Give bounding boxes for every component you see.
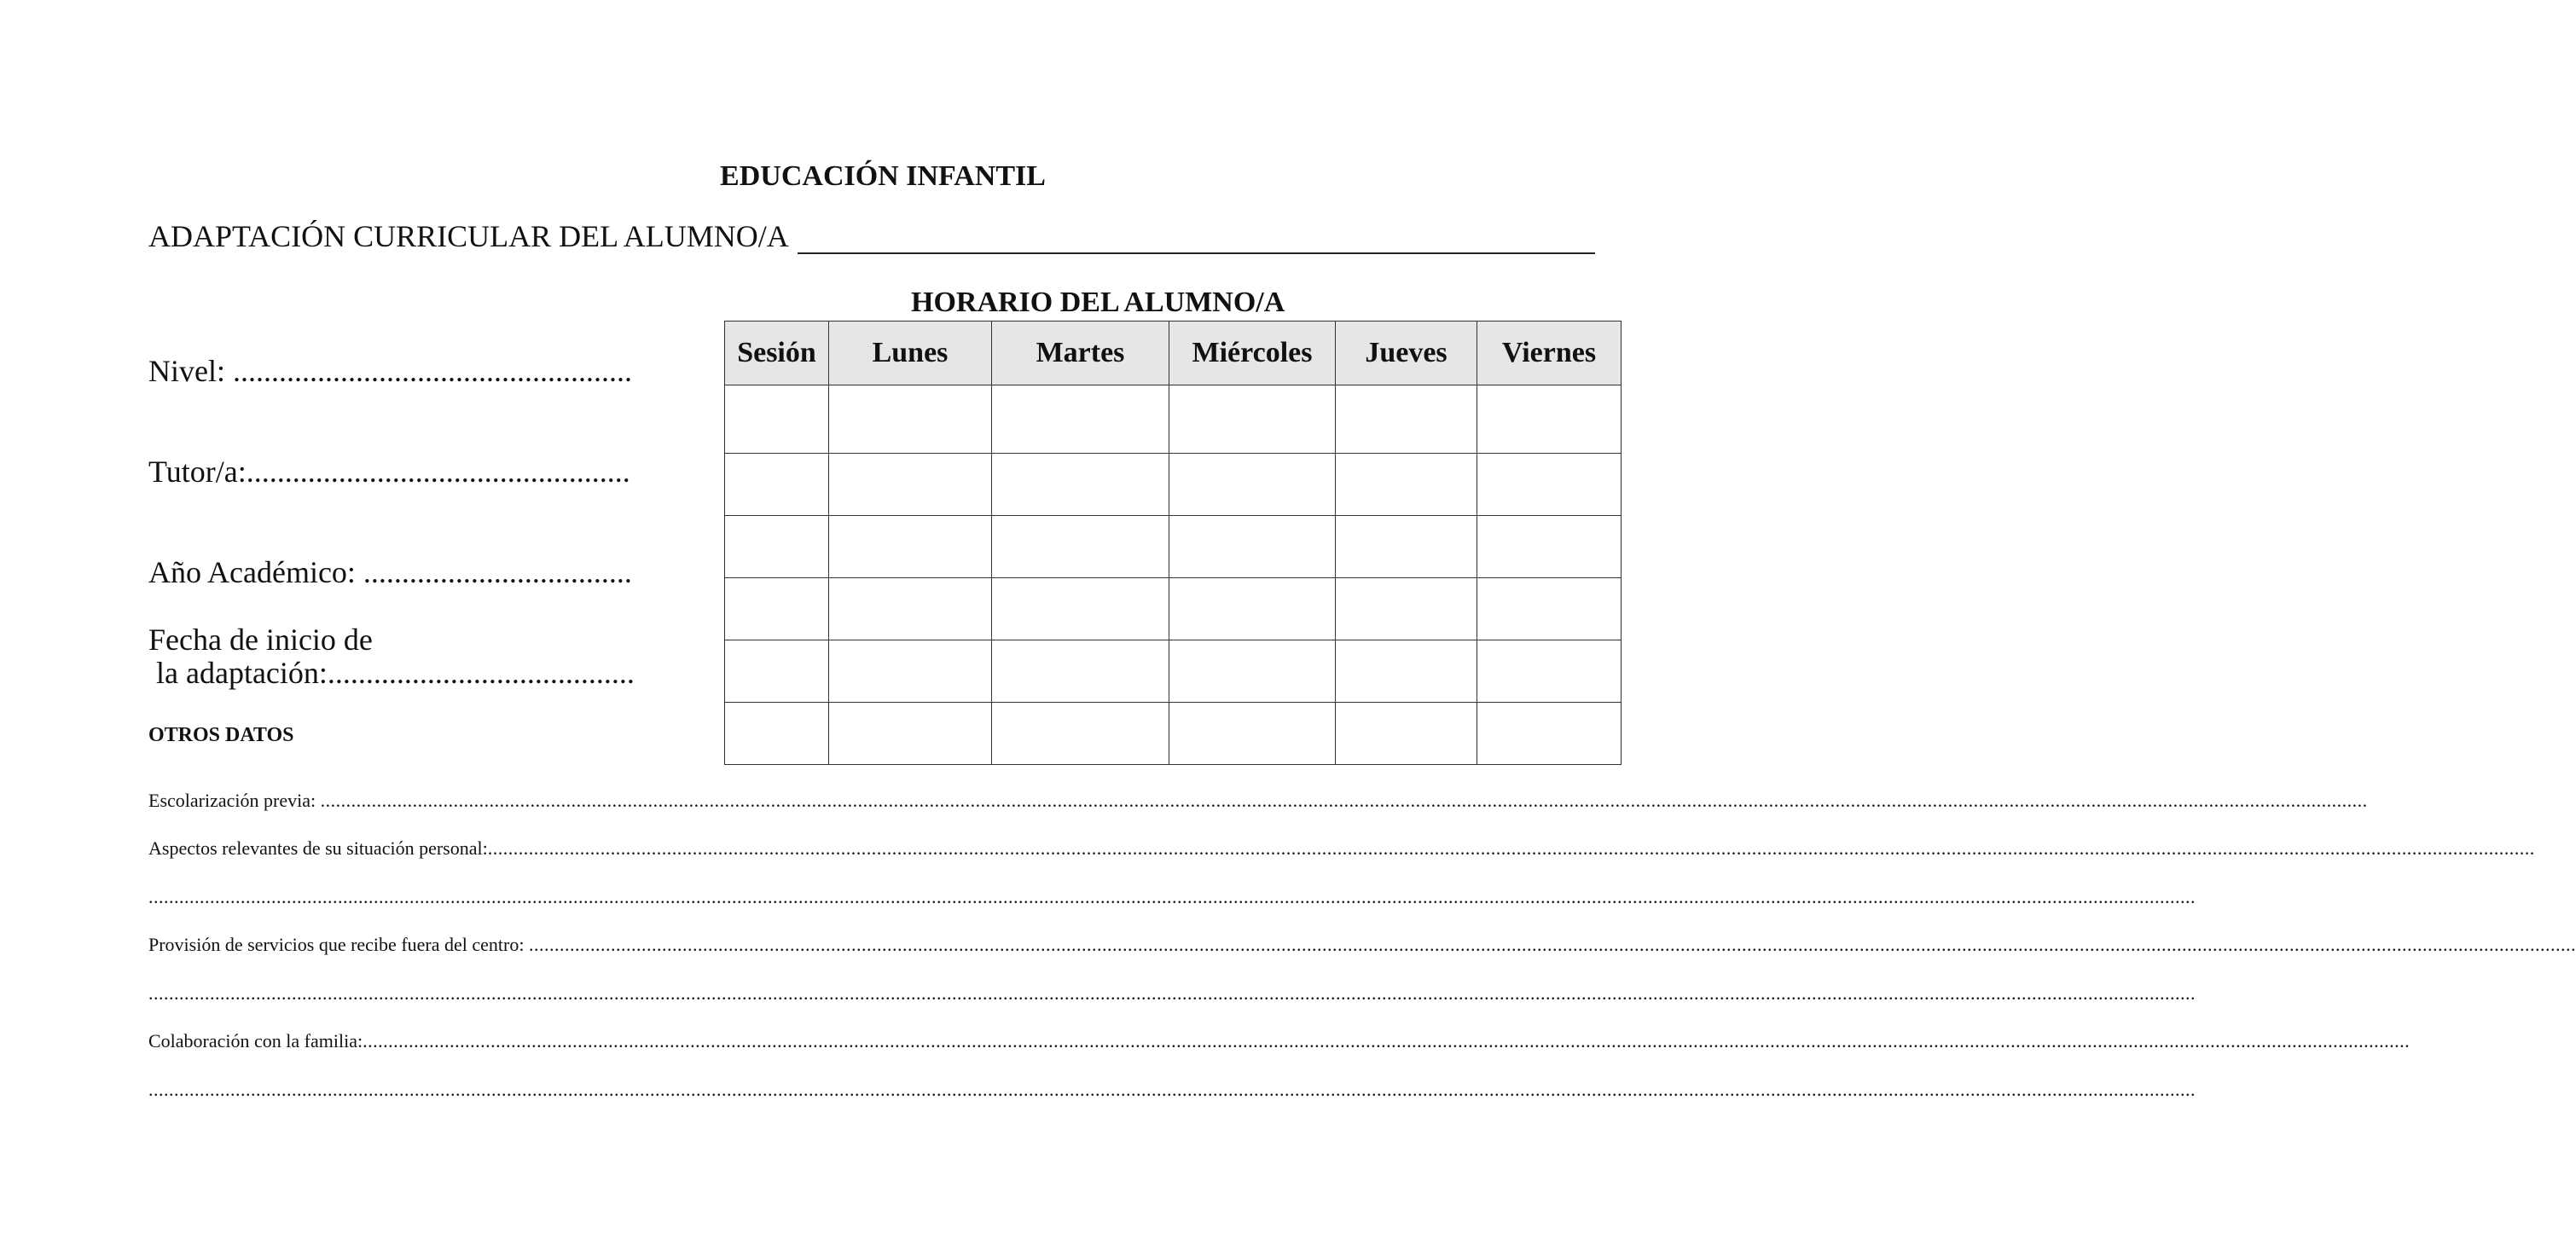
schedule-title: HORARIO DEL ALUMNO/A [911, 287, 1285, 318]
otros-datos-heading: OTROS DATOS [148, 724, 294, 746]
schedule-cell[interactable] [1336, 703, 1477, 765]
schedule-cell[interactable] [829, 640, 992, 703]
dotted-leader: ................................................................................................................................................................................................................................................................................................................................................................................................................ [528, 934, 2576, 955]
header-jueves: Jueves [1336, 322, 1477, 385]
schedule-cell[interactable] [992, 385, 1169, 454]
schedule-cell[interactable] [1477, 454, 1622, 516]
schedule-cell[interactable] [1169, 454, 1336, 516]
dotted-leader: ................................................................................................................................................................................................................................................................................................................................................................................................................ [363, 1030, 2411, 1052]
otros-line-aspectos-cont[interactable] [148, 886, 2196, 908]
schedule-cell[interactable] [1336, 454, 1477, 516]
academic-year-field[interactable]: Año Académico: ................................... [148, 555, 632, 589]
otros-line-colaboracion-cont[interactable] [148, 1079, 2196, 1101]
schedule-cell[interactable] [725, 703, 829, 765]
start-date-label: Fecha de inicio de [148, 623, 373, 657]
schedule-row [725, 516, 1622, 578]
schedule-cell[interactable] [1477, 578, 1622, 640]
schedule-table [724, 321, 1622, 765]
schedule-cell[interactable] [1477, 703, 1622, 765]
schedule-cell[interactable] [1169, 640, 1336, 703]
schedule-cell[interactable] [992, 516, 1169, 578]
schedule-cell[interactable] [829, 516, 992, 578]
schedule-cell[interactable] [992, 578, 1169, 640]
schedule-row [725, 640, 1622, 703]
dotted-leader: ................................................................................................................................................................................................................................................................................................................................................................................................................ [320, 790, 2368, 811]
schedule-cell[interactable] [829, 578, 992, 640]
schedule-cell[interactable] [1336, 385, 1477, 454]
schedule-cell[interactable] [725, 385, 829, 454]
header-lunes: Lunes [829, 322, 992, 385]
line-label: Colaboración con la familia: [148, 1030, 363, 1052]
dotted-leader: ................................................................................................................................................................................................................................................................................................................................................................................................................ [487, 837, 2535, 859]
tutor-field[interactable]: Tutor/a:.................................................. [148, 455, 630, 489]
dotted-leader: ................................................................................................................................................................................................................................................................................................................................................................................................................ [148, 982, 2196, 1004]
schedule-row [725, 385, 1622, 454]
schedule-cell[interactable] [1477, 516, 1622, 578]
header-miercoles: Miércoles [1169, 322, 1336, 385]
schedule-row [725, 454, 1622, 516]
line-label: Aspectos relevantes de su situación personal: [148, 837, 488, 859]
dotted-leader: ................................................................................................................................................................................................................................................................................................................................................................................................................ [148, 886, 2196, 907]
student-name-line [148, 218, 1595, 254]
header-martes: Martes [992, 322, 1169, 385]
otros-line-escolarizacion[interactable] [148, 790, 2368, 812]
schedule-cell[interactable] [725, 454, 829, 516]
dotted-leader: ................................................................................................................................................................................................................................................................................................................................................................................................................ [148, 1079, 2196, 1100]
nivel-field[interactable]: Nivel: .................................................... [148, 354, 632, 388]
schedule-cell[interactable] [1336, 516, 1477, 578]
schedule-cell[interactable] [829, 454, 992, 516]
schedule-cell[interactable] [1169, 385, 1336, 454]
schedule-cell[interactable] [1169, 578, 1336, 640]
schedule-cell[interactable] [1169, 516, 1336, 578]
schedule-cell[interactable] [829, 385, 992, 454]
schedule-cell[interactable] [1477, 385, 1622, 454]
schedule-cell[interactable] [725, 516, 829, 578]
student-name-blank[interactable] [798, 223, 1595, 254]
schedule-cell[interactable] [992, 703, 1169, 765]
document-title: EDUCACIÓN INFANTIL [720, 160, 1046, 192]
otros-line-provision-cont[interactable] [148, 982, 2196, 1005]
schedule-cell[interactable] [1336, 578, 1477, 640]
header-viernes: Viernes [1477, 322, 1622, 385]
schedule-row [725, 703, 1622, 765]
otros-line-colaboracion[interactable] [148, 1030, 2411, 1052]
schedule-cell[interactable] [725, 578, 829, 640]
header-sesion: Sesión [725, 322, 829, 385]
schedule-header-row [725, 322, 1622, 385]
otros-line-aspectos[interactable] [148, 837, 2535, 860]
student-label: ADAPTACIÓN CURRICULAR DEL ALUMNO/A [148, 219, 789, 253]
schedule-cell[interactable] [992, 640, 1169, 703]
schedule-cell[interactable] [1169, 703, 1336, 765]
line-label: Escolarización previa: [148, 790, 321, 811]
schedule-cell[interactable] [992, 454, 1169, 516]
schedule-cell[interactable] [1477, 640, 1622, 703]
otros-line-provision[interactable] [148, 934, 2576, 956]
line-label: Provisión de servicios que recibe fuera del centro: [148, 934, 529, 955]
start-date-field[interactable]: la adaptación:........................................ [148, 656, 635, 690]
schedule-cell[interactable] [1336, 640, 1477, 703]
schedule-row [725, 578, 1622, 640]
schedule-cell[interactable] [829, 703, 992, 765]
schedule-cell[interactable] [725, 640, 829, 703]
